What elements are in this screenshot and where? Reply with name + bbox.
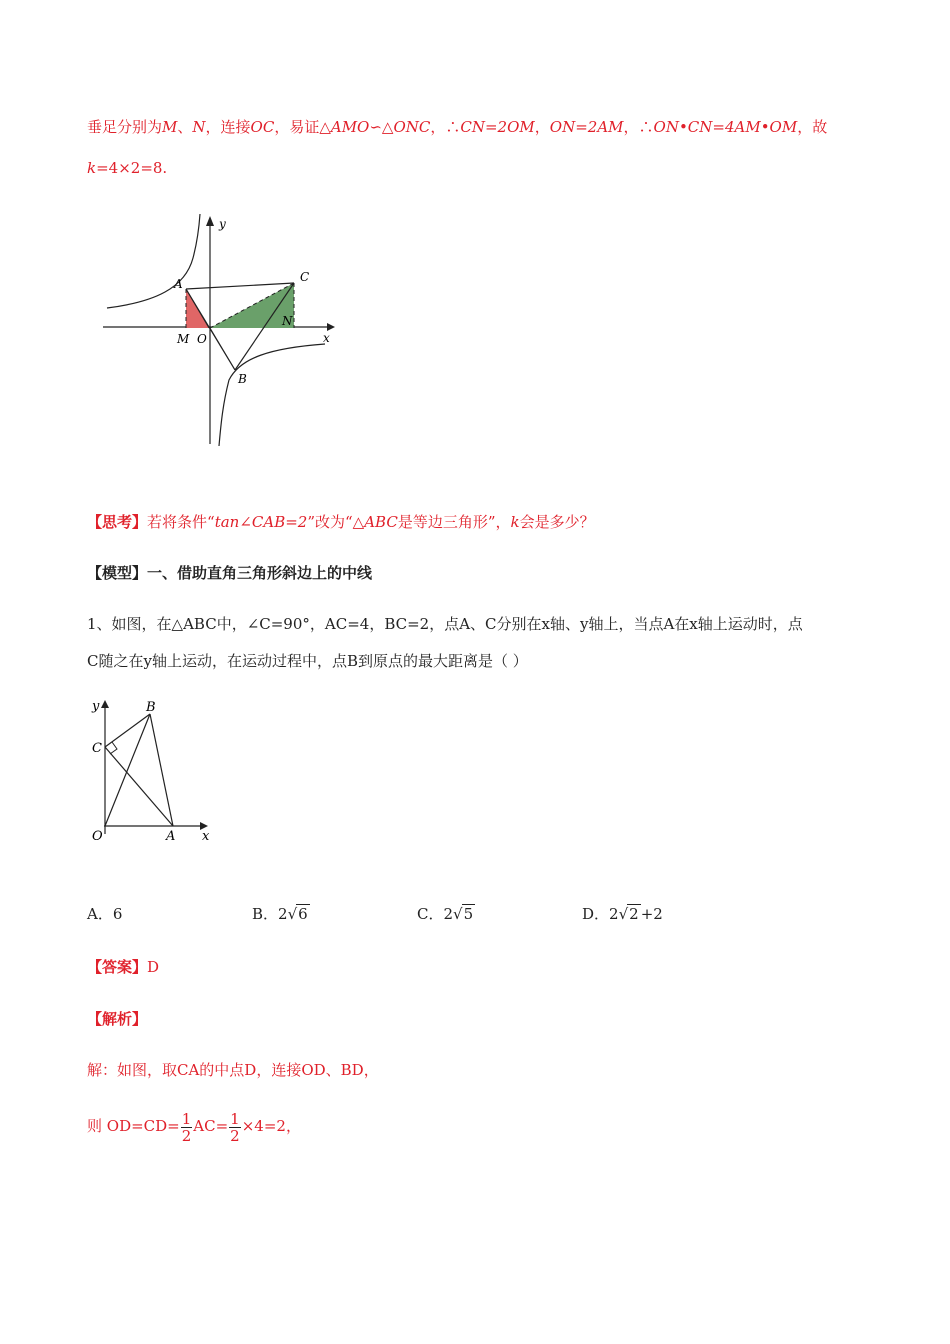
text: ，故 (797, 118, 828, 136)
question-line1: 1、如图，在△ABC中，∠C=90°，AC=4，BC=2，点A、C分别在x轴、y轴上，当点A在x轴上运动时，点 (87, 615, 803, 633)
prev-solution-line1 (87, 116, 827, 138)
label-M: M (177, 332, 190, 346)
eq-cn: CN=2OM (460, 118, 535, 136)
text: ，易证△ (274, 118, 331, 136)
var-N: N (192, 118, 206, 136)
option-A[interactable] (87, 903, 122, 925)
solution-line2 (87, 1110, 301, 1144)
think-tag: 【思考】 (87, 513, 148, 531)
analysis-tag: 【解析】 (87, 1010, 148, 1028)
option-value: 6 (112, 905, 123, 923)
text: 是等边三角形”， (397, 513, 511, 531)
option-D[interactable] (582, 903, 663, 925)
tail: +2 (640, 905, 663, 923)
var-OC: OC (250, 118, 275, 136)
label-y: y (219, 217, 226, 231)
label-x: x (202, 829, 210, 844)
question-line2: C随之在y轴上运动，在运动过程中，点B到原点的最大距离是（ ） (87, 652, 528, 670)
denominator: 2 (181, 1126, 192, 1145)
denominator: 2 (230, 1126, 240, 1145)
text: ，∴ (430, 118, 461, 136)
label-O: O (197, 332, 207, 346)
var-k: k (87, 159, 97, 177)
think-line (87, 511, 595, 533)
coefficient: 2 (609, 905, 619, 923)
var-ONC: ONC (393, 118, 431, 136)
fraction-half (229, 1111, 241, 1144)
right-angle-mark (110, 742, 117, 754)
segment-AC (186, 283, 294, 289)
sqrt-sign: √ (618, 905, 629, 923)
label-y: y (92, 699, 100, 714)
label-O: O (92, 829, 103, 844)
sqrt-sign: √ (453, 905, 463, 923)
radicand: 2 (629, 905, 639, 923)
model-title: 一、借助直角三角形斜边上的中线 (147, 564, 373, 582)
text: 则 OD=CD= (87, 1117, 180, 1135)
label-A: A (174, 277, 183, 291)
segment-CA (105, 747, 173, 826)
option-label: B． (252, 905, 279, 923)
option-label: A． (87, 905, 113, 923)
text: AC= (193, 1117, 229, 1135)
fraction-half (181, 1111, 193, 1144)
coefficient: 2 (443, 905, 454, 923)
sqrt-sign: √ (287, 905, 298, 923)
text: 垂足分别为 (87, 118, 163, 136)
model-heading (87, 562, 372, 584)
text: =4×2=8. (96, 159, 168, 177)
label-B: B (238, 372, 247, 386)
option-label: D． (582, 905, 610, 923)
text: 、 (177, 118, 193, 136)
text: ×4=2， (241, 1117, 301, 1135)
figure-hyperbola (95, 208, 345, 453)
option-C[interactable] (417, 903, 475, 925)
text: ”改为“△ (307, 513, 365, 531)
eq-product: ON•CN=4AM•OM (653, 118, 798, 136)
prev-solution-line2 (87, 157, 167, 179)
option-B[interactable] (252, 903, 310, 925)
answer-value: D (147, 958, 160, 976)
var-ABC: ABC (364, 513, 398, 531)
solution-line1: 解：如图，取CA的中点D，连接OD、BD， (87, 1061, 379, 1079)
label-N: N (282, 314, 293, 328)
label-B: B (146, 700, 156, 715)
label-C: C (92, 741, 102, 756)
var-M: M (162, 118, 178, 136)
text: ， (534, 118, 550, 136)
radicand: 6 (298, 905, 308, 923)
x-axis-arrow (327, 323, 335, 331)
text: 会是多少？ (519, 513, 595, 531)
label-C: C (300, 270, 310, 284)
answer-line (87, 956, 159, 978)
y-axis-arrow (206, 216, 214, 226)
text: ∽△ (369, 118, 394, 136)
var-AMO: AMO (330, 118, 370, 136)
segment-OB (210, 328, 235, 370)
segment-BA (150, 714, 173, 826)
label-x: x (323, 331, 330, 345)
var-k: k (510, 513, 520, 531)
option-label: C． (417, 905, 444, 923)
condition: tan∠CAB=2 (214, 513, 308, 531)
answer-tag: 【答案】 (87, 958, 148, 976)
label-A: A (166, 829, 176, 844)
text: ，∴ (623, 118, 654, 136)
eq-on: ON=2AM (549, 118, 624, 136)
hyperbola-branch-lower-right (219, 344, 325, 446)
figure-right-triangle (84, 694, 224, 849)
model-tag: 【模型】 (87, 564, 148, 582)
radicand: 5 (463, 905, 474, 923)
text: 若将条件“ (147, 513, 215, 531)
numerator: 1 (181, 1109, 192, 1128)
coefficient: 2 (278, 905, 288, 923)
y-axis-arrow (101, 700, 109, 708)
text: ，连接 (205, 118, 251, 136)
numerator: 1 (230, 1109, 240, 1128)
